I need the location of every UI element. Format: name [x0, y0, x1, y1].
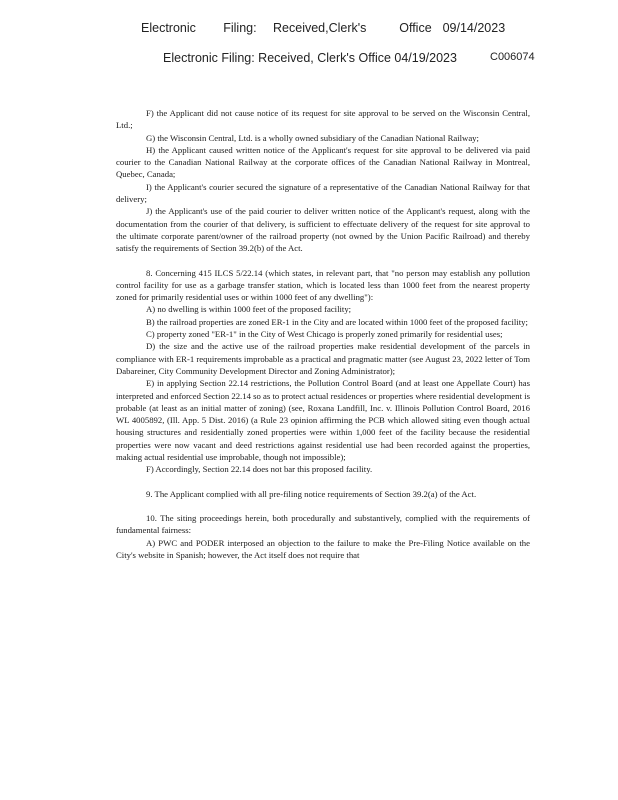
- paragraph-7j: J) the Applicant's use of the paid courier to deliver written notice of the Applicant's request, along with the documentation from the courier of that delivery, is sufficient to effectuate delivery of the request for site approval to the ultimate corporate parent/owner of the railroad property (not owned by the Union Pacific Railroad) and thereby satisfy the requirements of Section 39.2(b) of the Act.: [116, 206, 530, 254]
- paragraph-7i: I) the Applicant's courier secured the signature of a representative of the Canadian National Railway for that delivery;: [116, 181, 530, 205]
- document-body: [116, 107, 530, 561]
- paragraph-7f: F) the Applicant did not cause notice of its request for site approval to be served on the Wisconsin Central, Ltd.;: [116, 108, 530, 131]
- paragraph-10a: A) PWC and PODER interposed an objection to the failure to make the Pre-Filing Notice available on the City's website in Spanish; however, the Act itself does not require that: [116, 537, 530, 560]
- filing-stamp-text: Electronic Filing: Received, Clerk's Office 04/19/2023: [163, 51, 457, 65]
- paragraph-8a: A) no dwelling is within 1000 feet of the proposed facility;: [146, 304, 352, 315]
- document-code: C006074: [490, 51, 535, 63]
- filing-stamp-secondary: [163, 51, 618, 65]
- paragraph-8f: F) Accordingly, Section 22.14 does not bar this proposed facility.: [146, 464, 373, 475]
- filing-stamp-top: Electronic Filing: Received,Clerk's Office 09/14/2023: [141, 21, 506, 35]
- paragraph-9: 9. The Applicant complied with all pre-filing notice requirements of Section 39.2(a) of the Act.: [146, 488, 477, 499]
- paragraph-8b: B) the railroad properties are zoned ER-1 in the City and are located within 1000 feet of the proposed facility;: [146, 316, 528, 327]
- paragraph-8: 8. Concerning 415 ILCS 5/22.14 (which states, in relevant part, that "no person may establish any pollution control facility for use as a garbage transfer station, which is located less than 1000 feet from the nearest property zoned for primarily residential uses or within 1000 feet of any dwelling"):: [116, 267, 530, 303]
- paragraph-8e: E) in applying Section 22.14 restrictions, the Pollution Control Board (and at least one Appellate Court) has interpreted and enforced Section 22.14 so as to protect actual residences or properties where residential development is probable (at least as an initial matter of zoning) (see, Roxana Landfill, Inc. v. Illinois Pollution Control Board, 2016 WL 4005892, (Ill. App. 5 Dist. 2016) (a Rule 23 opinion affirming the PCB which allowed siting even though actual housing structures and residentially zoned properties were within 1,000 feet of the facility because the residential properties were now vacant and deed restrictions against residential use had been recorded against the properties, making actual residential use improbable, though not impossible);: [116, 378, 530, 463]
- paragraph-10: 10. The siting proceedings herein, both procedurally and substantively, complied with the requirements of fundamental fairness:: [116, 512, 530, 536]
- paragraph-7h: H) the Applicant caused written notice of the Applicant's request for site approval to be delivered via paid courier to the Canadian National Railway at the corporate offices of the Canadian National Railway in Montreal, Quebec, Canada;: [116, 144, 530, 180]
- paragraph-8d: D) the size and the active use of the railroad properties make residential development of the parcels in compliance with ER-1 requirements improbable as a practical and pragmatic matter (see August 23, 2022 letter of Tom Dabareiner, City Community Development Director and Zoning Administrator);: [116, 341, 530, 376]
- paragraph-8c: C) property zoned "ER-1" in the City of West Chicago is properly zoned primarily for residential uses;: [146, 329, 503, 340]
- paragraph-7g: G) the Wisconsin Central, Ltd. is a wholly owned subsidiary of the Canadian National Railway;: [146, 132, 479, 143]
